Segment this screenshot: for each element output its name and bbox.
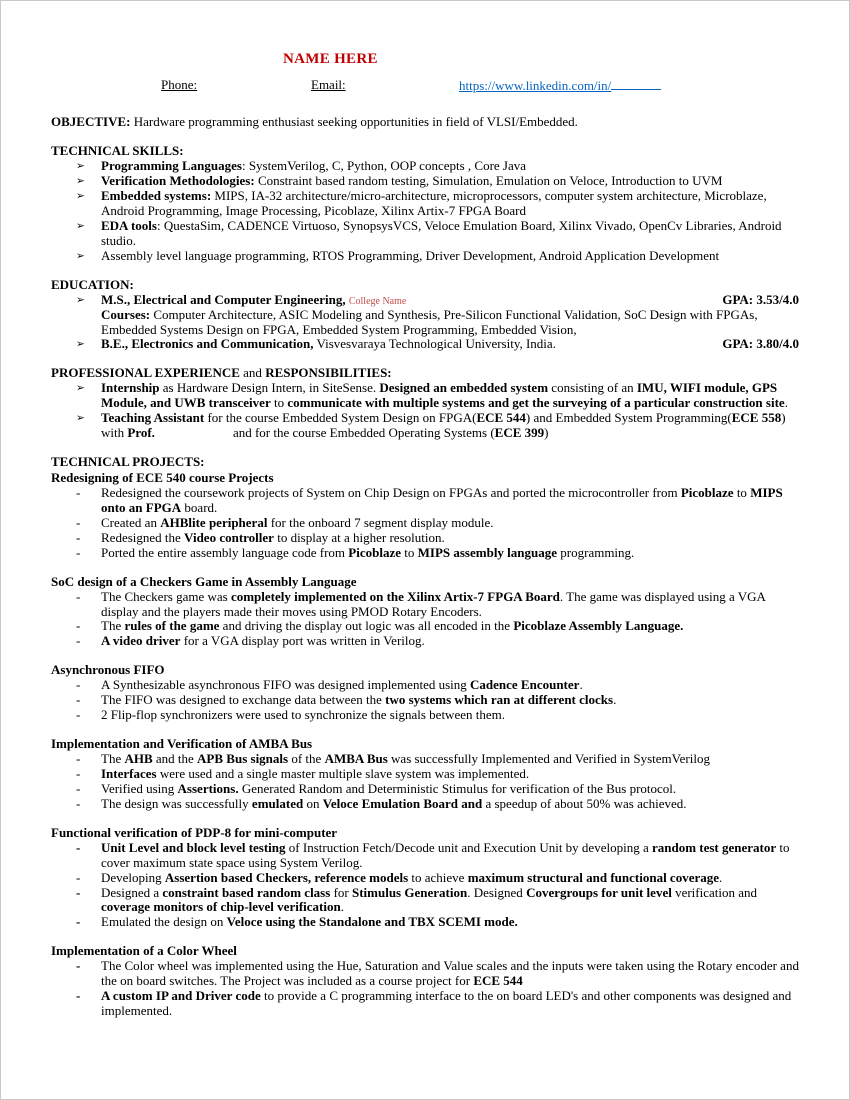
text-segment: for a VGA display port was written in Verilog. — [180, 633, 425, 649]
project-block — [51, 943, 803, 1019]
bullet-item — [51, 797, 799, 812]
text-segment: Redesigned the — [101, 529, 185, 545]
bullet-item — [51, 531, 799, 546]
text-segment: TECHNICAL PROJECTS: — [51, 454, 205, 470]
text-segment: RESPONSIBILITIES: — [265, 365, 392, 381]
bullet-text — [101, 958, 802, 988]
bullet-item — [51, 958, 803, 989]
text-segment: Developing — [101, 869, 165, 885]
arrow-bullet: ➢ — [76, 175, 85, 188]
text-segment: Stimulus Generation — [351, 884, 468, 900]
bullet-item — [51, 678, 799, 693]
text-segment: Courses: — [101, 306, 151, 322]
text-segment: Teaching Assistant — [101, 410, 205, 426]
text-segment: for — [330, 884, 352, 900]
text-segment: M.S., Electrical and Computer Engineering, — [101, 291, 346, 307]
text-segment: Computer Architecture, ASIC Modeling and Synthesis, Pre-Silicon Functional Validation, SoC Design with FPGAs, Embedded Systems Design on FPGA, Embedded System Programming, Embedded Vision, — [101, 306, 761, 337]
text-segment: The — [101, 751, 125, 766]
text-segment: for the course Embedded System Design on FPGA( — [204, 410, 477, 426]
text-segment: ECE 558 — [731, 410, 782, 426]
text-segment: Asynchronous FIFO — [51, 662, 165, 678]
section-heading — [51, 115, 799, 130]
bullet-item — [51, 293, 799, 308]
dash-bullet: - — [76, 914, 81, 930]
text-segment: 2 Flip-flop synchronizers were used to synchronize the signals between them. — [101, 707, 505, 723]
bullet-item — [51, 693, 799, 708]
arrow-bullet: ➢ — [76, 190, 85, 202]
text-segment: TECHNICAL SKILLS: — [51, 143, 184, 159]
dash-bullet: - — [76, 484, 81, 500]
arrow-bullet: ➢ — [76, 160, 85, 173]
text-segment: and for the course Embedded Operating Systems ( — [154, 425, 495, 441]
dash-bullet: - — [76, 884, 81, 900]
text-segment: Hardware programming enthusiast seeking opportunities in field of VLSI/Embedded. — [130, 114, 578, 130]
text-segment: was successfully Implemented and Verified in SystemVerilog — [387, 751, 710, 766]
text-segment: to cover maximum state space using System Verilog. — [101, 839, 793, 870]
text-segment: to — [401, 544, 418, 560]
text-segment: . — [784, 395, 788, 411]
linkedin-wrap — [459, 78, 661, 94]
text-segment: communicate with multiple systems and get the surveying of a particular construction site — [287, 395, 785, 411]
text-segment: ) with — [101, 410, 789, 441]
text-segment: . — [613, 692, 617, 708]
text-segment: SoC design of a Checkers Game in Assembly Language — [51, 573, 357, 589]
text-segment: emulated — [251, 795, 304, 811]
text-segment: verification and — [671, 884, 761, 900]
bullet-text — [101, 988, 795, 1018]
text-segment: GPA: 3.80/4.0 — [722, 336, 799, 352]
text-segment: for the onboard 7 segment display module. — [267, 514, 494, 530]
text-segment: MIPS, IA-32 architecture/micro-architecture, microprocessors, computer system architecture, Microblaze, Android Programming, Image Processing, Picoblaze, Xilinx Artix-7 FPGA Board — [101, 188, 770, 218]
text-segment: on — [303, 795, 323, 811]
text-segment: B.E., Electronics and Communication, — [101, 336, 314, 352]
bullet-item — [51, 249, 799, 264]
text-segment: MIPS assembly language — [417, 544, 558, 560]
bullet-text — [101, 545, 634, 560]
text-segment: programming. — [557, 544, 635, 560]
project-block — [51, 826, 799, 931]
section-heading — [51, 278, 799, 293]
project-block — [51, 575, 799, 650]
bullet-item — [51, 174, 799, 189]
text-segment: Implementation of a Color Wheel — [51, 943, 237, 959]
bullet-text — [101, 188, 769, 218]
text-segment: APB Bus signals — [197, 751, 289, 766]
bullet-text — [101, 589, 768, 619]
text-segment: Prof. — [127, 425, 155, 441]
text-segment: MIPS onto an FPGA — [101, 484, 786, 515]
text-segment: A video driver — [101, 633, 181, 649]
bullet-text — [101, 751, 710, 766]
text-segment: ) — [544, 425, 549, 441]
text-segment: Emulated the design on — [101, 914, 227, 930]
dash-bullet: - — [76, 780, 81, 796]
gpa-value — [722, 337, 799, 352]
project-heading — [51, 663, 799, 678]
text-segment: A custom IP and Driver code — [101, 988, 261, 1004]
bullet-text — [101, 766, 529, 781]
text-segment: Ported the entire assembly language code from — [101, 544, 349, 560]
text-segment: Interfaces — [101, 765, 157, 781]
text-segment: . — [340, 899, 344, 915]
text-segment: A Synthesizable asynchronous FIFO was designed implemented using — [101, 677, 471, 693]
section-block — [51, 455, 799, 470]
text-segment: Verified using — [101, 780, 178, 796]
text-segment: completely implemented on the Xilinx Artix-7 FPGA Board — [230, 588, 560, 604]
text-segment: Created an — [101, 514, 161, 530]
text-segment: The — [101, 618, 125, 634]
bullet-item — [51, 708, 799, 723]
bullet-item — [51, 411, 799, 441]
bullet-text — [101, 781, 676, 796]
text-segment: EDUCATION: — [51, 276, 134, 292]
bullet-text — [101, 840, 793, 870]
arrow-bullet: ➢ — [76, 219, 85, 232]
section-heading — [51, 144, 799, 159]
text-segment: . Designed — [467, 884, 527, 900]
text-segment: . — [579, 677, 583, 693]
arrow-bullet: ➢ — [76, 293, 85, 306]
text-segment: OBJECTIVE: — [51, 114, 131, 130]
bullet-item — [51, 752, 799, 767]
project-block — [51, 737, 799, 812]
bullet-text — [101, 796, 687, 811]
bullet-text — [101, 692, 616, 707]
text-segment: coverage monitors of chip-level verification — [101, 899, 341, 915]
bullet-item — [51, 619, 799, 634]
text-segment: PROFESSIONAL EXPERIENCE — [51, 365, 240, 381]
gpa-value — [722, 293, 799, 308]
section-heading — [51, 455, 799, 470]
bullet-item — [51, 159, 799, 174]
bullet-item — [51, 337, 799, 352]
arrow-bullet: ➢ — [76, 249, 85, 262]
text-segment: a speedup of about 50% was achieved. — [482, 795, 687, 811]
bullet-item — [51, 308, 799, 338]
text-segment: rules of the game — [124, 618, 220, 634]
text-segment: Internship — [101, 380, 160, 396]
text-segment: Veloce using the Standalone and TBX SCEMI mode. — [226, 914, 518, 930]
text-segment: Constraint based random testing, Simulation, Emulation on Veloce, Introduction to UVM — [254, 173, 723, 189]
dash-bullet: - — [76, 707, 81, 723]
dash-bullet: - — [76, 633, 81, 649]
text-segment: ) and Embedded System Programming( — [525, 410, 732, 426]
arrow-bullet: ➢ — [76, 338, 85, 351]
dash-bullet: - — [76, 618, 81, 634]
text-segment: two systems which ran at different clocks — [385, 692, 614, 708]
text-segment: Programming Languages — [101, 158, 242, 174]
text-segment: maximum structural and functional coverage — [467, 869, 720, 885]
section-block — [51, 144, 799, 264]
arrow-bullet: ➢ — [76, 382, 85, 395]
bullet-text — [101, 515, 493, 530]
bullet-item — [51, 486, 799, 516]
bullet-text — [101, 914, 518, 929]
bullet-text — [101, 677, 583, 692]
text-segment: Implementation and Verification of AMBA Bus — [51, 736, 313, 752]
dash-bullet: - — [76, 529, 81, 545]
dash-bullet: - — [76, 751, 81, 766]
bullet-text — [101, 870, 722, 885]
dash-bullet: - — [76, 692, 81, 708]
text-segment: Redesigned the coursework projects of System on Chip Design on FPGAs and ported the microcontroller from — [101, 484, 681, 500]
section-block — [51, 366, 799, 441]
text-segment: Designed a — [101, 884, 163, 900]
text-segment: Cadence Encounter — [470, 677, 580, 693]
project-heading — [51, 944, 799, 959]
text-segment: ECE 544 — [473, 973, 523, 989]
text-segment: constraint based random class — [162, 884, 331, 900]
bullet-item — [51, 219, 799, 249]
bullet-text — [101, 530, 445, 545]
bullet-text — [101, 218, 785, 248]
bullet-item — [51, 381, 799, 411]
bullet-text — [101, 707, 505, 722]
section-block — [51, 278, 799, 353]
text-segment: The design was successfully — [101, 795, 252, 811]
text-segment: Verification Methodologies: — [101, 173, 255, 189]
text-segment: board. — [181, 499, 218, 515]
dash-bullet: - — [76, 988, 81, 1004]
dash-bullet: - — [76, 765, 81, 781]
bullet-item — [51, 915, 799, 930]
resume-body — [51, 114, 803, 1019]
bullet-item — [51, 189, 799, 219]
text-segment: : SystemVerilog, C, Python, OOP concepts , Core Java — [241, 158, 527, 174]
text-segment: Video controller — [184, 529, 274, 545]
bullet-text — [101, 248, 719, 263]
bullet-item — [51, 989, 799, 1019]
bullet-text — [101, 173, 722, 188]
text-segment: AHB — [124, 751, 153, 766]
bullet-text — [101, 336, 556, 351]
text-segment: Redesigning of ECE 540 course Projects — [51, 470, 274, 485]
project-heading — [51, 471, 799, 486]
dash-bullet: - — [76, 795, 81, 811]
project-heading — [51, 826, 799, 841]
text-segment: Visvesvaraya Technological University, India. — [313, 336, 556, 352]
text-segment: ECE 544 — [476, 410, 526, 426]
bullet-item — [51, 634, 799, 649]
text-segment: were used and a single master multiple slave system was implemented. — [156, 765, 530, 781]
text-segment: Picoblaze Assembly Language. — [513, 618, 684, 634]
text-segment: The Color wheel was implemented using the Hue, Saturation and Value scales and the inputs were taken using the Rotary encoder and the on board switches. The Project was included as a course project for — [101, 958, 803, 989]
bullet-item — [51, 871, 799, 886]
text-segment: The Checkers game was — [101, 588, 231, 604]
section-heading — [51, 366, 799, 381]
bullet-text — [101, 158, 526, 173]
project-block — [51, 471, 799, 561]
text-segment: Functional verification of PDP-8 for mini-computer — [51, 824, 338, 840]
bullet-item — [51, 590, 799, 620]
text-segment: . The game was displayed using a VGA display and the players made their moves using PMOD Rotary Encoders. — [101, 588, 769, 619]
text-segment: Designed an embedded system — [379, 380, 549, 396]
arrow-bullet: ➢ — [76, 412, 85, 425]
resume-name: NAME HERE — [283, 51, 378, 67]
linkedin-link[interactable]: https://www.linkedin.com/in/ — [459, 78, 612, 94]
text-segment: Covergroups for unit level — [526, 884, 672, 900]
text-segment: of the — [288, 751, 325, 766]
bullet-item — [51, 886, 799, 916]
dash-bullet: - — [76, 958, 81, 974]
text-segment: random test generator — [651, 839, 777, 855]
bullet-item — [51, 516, 799, 531]
bullet-text — [101, 618, 683, 633]
text-segment: Unit Level and block level testing — [101, 839, 286, 855]
text-segment: GPA: 3.53/4.0 — [722, 291, 799, 307]
text-segment: Embedded systems: — [101, 188, 212, 203]
bullet-text — [101, 307, 761, 337]
dash-bullet: - — [76, 514, 81, 530]
bullet-text — [101, 885, 760, 915]
text-segment: College Name — [348, 295, 407, 307]
project-block — [51, 663, 799, 723]
project-heading — [51, 737, 799, 752]
text-segment: Generated Random and Deterministic Stimulus for verification of the Bus protocol. — [238, 780, 677, 796]
text-segment: and — [239, 365, 266, 381]
text-segment: and driving the display out logic was all encoded in the — [219, 618, 514, 634]
bullet-item — [51, 841, 799, 871]
text-segment: Picoblaze — [348, 544, 401, 560]
project-heading — [51, 575, 799, 590]
text-segment: to — [733, 484, 751, 500]
text-segment: consisting of an — [548, 380, 637, 396]
bullet-text — [101, 292, 406, 307]
text-segment: to — [270, 395, 288, 411]
bullet-item — [51, 546, 799, 561]
text-segment: The FIFO was designed to exchange data between the — [101, 692, 386, 708]
text-segment: to provide a C programming interface to the on board LED's and other components was designed and implemented. — [101, 988, 795, 1019]
text-segment: : QuestaSim, CADENCE Virtuoso, SynopsysVCS, Veloce Emulation Board, Xilinx Vivado, OpenCv Libraries, Android studio. — [101, 217, 785, 248]
email-label: Email: — [311, 77, 346, 93]
bullet-item — [51, 782, 799, 797]
text-segment: of Instruction Fetch/Decode unit and Execution Unit by developing a — [285, 839, 652, 855]
text-segment: Picoblaze — [680, 484, 734, 500]
bullet-text — [101, 633, 425, 648]
text-segment: Assembly level language programming, RTOS Programming, Driver Development, Android Application Development — [101, 247, 720, 263]
text-segment: EDA tools — [101, 217, 157, 233]
dash-bullet: - — [76, 677, 81, 693]
text-segment: Veloce Emulation Board and — [322, 795, 483, 811]
dash-bullet: - — [76, 839, 81, 855]
bullet-text — [101, 410, 789, 440]
text-segment: . — [719, 869, 723, 885]
text-segment: AHBlite peripheral — [160, 514, 268, 530]
linkedin-blank-underline — [611, 78, 661, 90]
text-segment: Assertion based Checkers, reference models — [164, 869, 409, 885]
text-segment: ECE 399 — [494, 425, 545, 441]
section-block — [51, 115, 799, 130]
text-segment: Assertions. — [177, 780, 239, 796]
text-segment: IMU, WIFI module, GPS Module, and UWB transceiver — [101, 380, 781, 411]
dash-bullet: - — [76, 869, 81, 885]
bullet-item — [51, 767, 799, 782]
dash-bullet: - — [76, 588, 81, 604]
phone-label: Phone: — [161, 77, 198, 93]
contact-row — [51, 78, 799, 95]
text-segment: and the — [152, 751, 198, 766]
bullet-text — [101, 485, 786, 515]
text-segment: as Hardware Design Intern, in SiteSense. — [159, 380, 380, 396]
dash-bullet: - — [76, 544, 81, 560]
text-segment: AMBA Bus — [324, 751, 388, 766]
text-segment: to achieve — [408, 869, 468, 885]
bullet-text — [101, 380, 788, 410]
text-segment: to display at a higher resolution. — [273, 529, 445, 545]
